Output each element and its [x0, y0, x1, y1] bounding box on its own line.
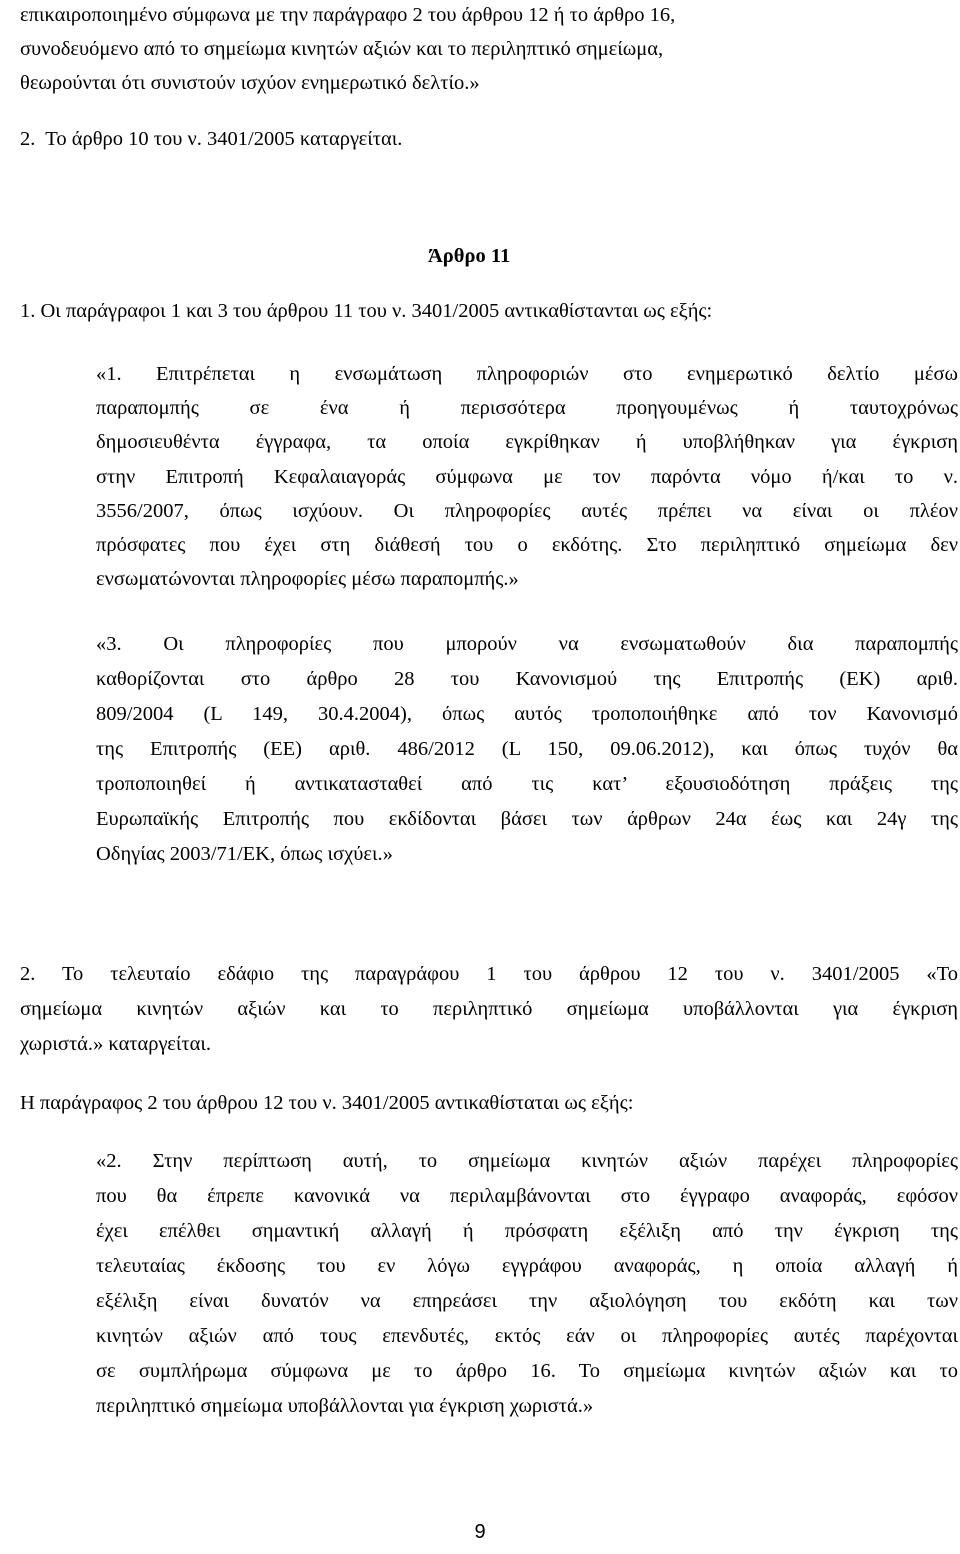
quote-line: Οδηγίας 2003/71/ΕΚ, όπως ισχύει.» — [96, 843, 393, 865]
quote-line: τελευταίας έκδοσης του εν λόγω εγγράφου αναφοράς, η οποία αλλαγή ή — [96, 1255, 958, 1277]
list-item: 2. Το άρθρο 10 του ν. 3401/2005 καταργείται. — [20, 128, 403, 150]
quote-line: που θα έπρεπε κανονικά να περιλαμβάνονται στο έγγραφο αναφοράς, εφόσον — [96, 1185, 958, 1207]
quote-line: «1. Επιτρέπεται η ενσωμάτωση πληροφοριών στο ενημερωτικό δελτίο μέσω — [96, 363, 958, 385]
quote-line: πρόσφατες που έχει στη διάθεσή του ο εκδότης. Στο περιληπτικό σημείωμα δεν — [96, 534, 958, 556]
quote-line: ενσωματώνονται πληροφορίες μέσω παραπομπής.» — [96, 568, 519, 590]
quote-line: «3. Οι πληροφορίες που μπορούν να ενσωματωθούν δια παραπομπής — [96, 633, 958, 655]
text-line: 2. Το τελευταίο εδάφιο της παραγράφου 1 του άρθρου 12 του ν. 3401/2005 «Το — [20, 963, 958, 985]
text-line: επικαιροποιημένο σύμφωνα με την παράγραφο 2 του άρθρου 12 ή το άρθρο 16, — [20, 4, 676, 26]
text-line: θεωρούνται ότι συνιστούν ισχύον ενημερωτικό δελτίο.» — [20, 72, 480, 94]
quote-line: Ευρωπαϊκής Επιτροπής που εκδίδονται βάσει των άρθρων 24α έως και 24γ της — [96, 808, 958, 830]
quote-line: 809/2004 (L 149, 30.4.2004), όπως αυτός τροποποιήθηκε από τον Κανονισμό — [96, 703, 958, 725]
quote-line: τροποποιηθεί ή αντικατασταθεί από τις κατ’ εξουσιοδότηση πράξεις της — [96, 773, 958, 795]
quote-line: σε συμπλήρωμα σύμφωνα με το άρθρο 16. Το σημείωμα κινητών αξιών και το — [96, 1360, 958, 1382]
quote-line: κινητών αξιών από τους επενδυτές, εκτός εάν οι πληροφορίες αυτές παρέχονται — [96, 1325, 958, 1347]
quote-line: 3556/2007, όπως ισχύουν. Οι πληροφορίες αυτές πρέπει να είναι οι πλέον — [96, 500, 958, 522]
quote-line: έχει επέλθει σημαντική αλλαγή ή πρόσφατη εξέλιξη από την έγκριση της — [96, 1220, 958, 1242]
text-line: χωριστά.» καταργείται. — [20, 1033, 211, 1055]
article-intro: 1. Οι παράγραφοι 1 και 3 του άρθρου 11 του ν. 3401/2005 αντικαθίστανται ως εξής: — [20, 300, 713, 322]
text-line: σημείωμα κινητών αξιών και το περιληπτικό σημείωμα υποβάλλονται για έγκριση — [20, 998, 958, 1020]
quote-line: της Επιτροπής (ΕΕ) αριθ. 486/2012 (L 150, 09.06.2012), και όπως τυχόν θα — [96, 738, 958, 760]
quote-line: στην Επιτροπή Κεφαλαιαγοράς σύμφωνα με τον παρόντα νόμο ή/και το ν. — [96, 466, 958, 488]
text-line: συνοδευόμενο από το σημείωμα κινητών αξιών και το περιληπτικό σημείωμα, — [20, 38, 664, 60]
quote-line: καθορίζονται στο άρθρο 28 του Κανονισμού της Επιτροπής (ΕΚ) αριθ. — [96, 668, 958, 690]
quote-line: εξέλιξη είναι δυνατόν να επηρεάσει την αξιολόγηση του εκδότη και των — [96, 1290, 958, 1312]
page-number: 9 — [474, 1521, 486, 1543]
quote-line: δημοσιευθέντα έγγραφα, τα οποία εγκρίθηκαν ή υποβλήθηκαν για έγκριση — [96, 431, 958, 453]
quote-line: παραπομπής σε ένα ή περισσότερα προηγουμένως ή ταυτοχρόνως — [96, 397, 958, 419]
quote-line: περιληπτικό σημείωμα υποβάλλονται για έγκριση χωριστά.» — [96, 1395, 594, 1417]
quote-line: «2. Στην περίπτωση αυτή, το σημείωμα κινητών αξιών παρέχει πληροφορίες — [96, 1150, 958, 1172]
article-heading: Άρθρο 11 — [428, 245, 511, 267]
text-line: Η παράγραφος 2 του άρθρου 12 του ν. 3401/2005 αντικαθίσταται ως εξής: — [20, 1092, 634, 1114]
